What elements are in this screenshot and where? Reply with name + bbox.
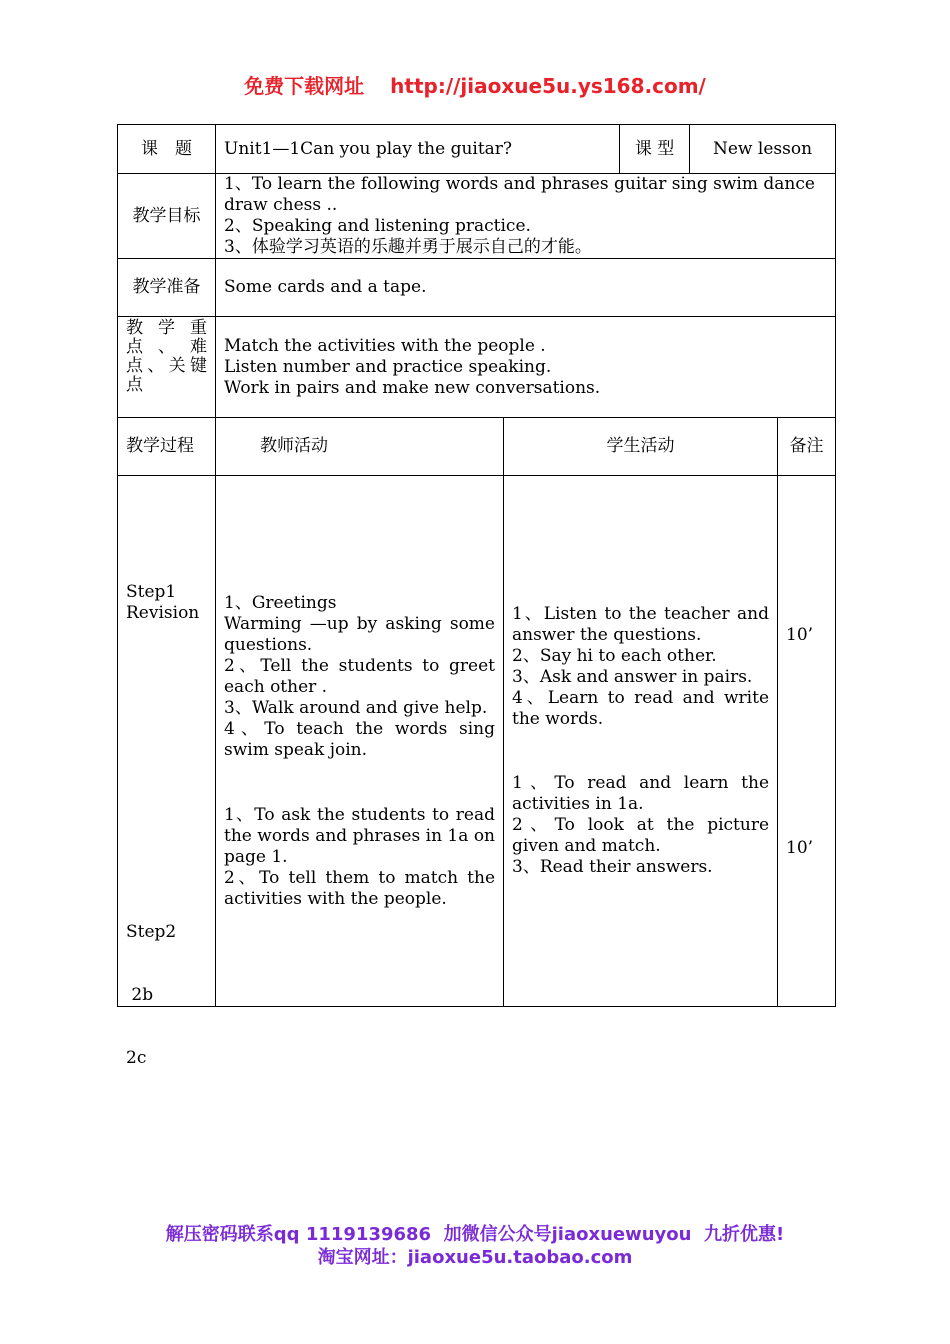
teacher-activity-item: 3、Walk around and give help. xyxy=(224,698,488,718)
key-point-item: Work in pairs and make new conversations. xyxy=(224,377,601,398)
goal-item: 2、Speaking and listening practice. xyxy=(224,216,531,236)
student-activity-header: 学生活动 xyxy=(504,418,778,476)
goals-row xyxy=(118,174,836,259)
student-activity-item: 3、Ask and answer in pairs. xyxy=(512,667,753,687)
header-label: 免费下载网址 xyxy=(244,74,365,98)
topic-label: 课 题 xyxy=(118,125,216,174)
download-header xyxy=(0,70,950,99)
topic-row xyxy=(118,125,836,174)
process-label: 教学过程 xyxy=(118,418,216,476)
key-points-row xyxy=(118,317,836,418)
key-points-label: 教 学 重点、难点、关键点 xyxy=(118,317,216,418)
student-activity-item: 2、To look at the picture given and match. xyxy=(512,815,770,856)
student-activity-item: 1、Listen to the teacher and answer the questions. xyxy=(512,604,770,645)
teacher-activity-item: 4、To teach the words sing swim speak join. xyxy=(224,719,495,760)
footer-discount-text: 九折优惠! xyxy=(704,1224,785,1245)
student-activity-item: 2、Say hi to each other. xyxy=(512,646,717,666)
step1-note: 10’ xyxy=(786,625,814,645)
prep-row xyxy=(118,259,836,317)
key-point-item: Match the activities with the people . xyxy=(224,335,546,356)
teacher-activity-item: 1、Greetings xyxy=(224,593,337,613)
notes-cell xyxy=(778,476,836,1007)
topic-value: Unit1—1Can you play the guitar? xyxy=(216,125,620,174)
lesson-plan-table xyxy=(117,124,836,1068)
goal-item: 3、体验学习英语的乐趣并勇于展示自己的才能。 xyxy=(224,237,592,257)
steps-row xyxy=(118,476,836,1007)
step2-name: Step2 2b 2c xyxy=(126,922,177,1068)
step-names-cell xyxy=(118,476,216,1068)
goals-label: 教学目标 xyxy=(118,174,216,259)
process-header-row xyxy=(118,418,836,476)
key-points-content xyxy=(216,317,836,418)
student-activity-item: 3、Read their answers. xyxy=(512,857,713,877)
step1-teacher-activities xyxy=(224,593,495,761)
step2-note: 10’ xyxy=(786,838,814,858)
teacher-activities-cell xyxy=(216,476,504,1007)
goals-content xyxy=(216,174,836,259)
footer-taobao-link[interactable]: 淘宝网址：jiaoxue5u.taobao.com xyxy=(317,1247,633,1268)
footer-password-text: 解压密码联系qq 1119139686 xyxy=(165,1224,432,1245)
type-value: New lesson xyxy=(690,125,836,174)
footer-wechat-text: 加微信公众号jiaoxuewuyou xyxy=(443,1224,692,1245)
step1-name: Step1 Revision xyxy=(126,582,200,623)
student-activity-item: 4、Learn to read and write the words. xyxy=(512,688,770,729)
teacher-activity-item: 1、To ask the students to read the words and phrases in 1a on page 1. xyxy=(224,805,495,867)
teacher-activity-item: 2、Tell the students to greet each other . xyxy=(224,656,495,697)
teacher-activity-item: 2、To tell them to match the activities with the people. xyxy=(224,868,495,909)
header-url-link[interactable]: http://jiaoxue5u.ys168.com/ xyxy=(390,74,706,98)
student-activity-item: 1、To read and learn the activities in 1a. xyxy=(512,773,770,814)
teacher-activity-item: Warming —up by asking some questions. xyxy=(224,614,495,655)
goal-item: 1、To learn the following words and phrases guitar sing swim dance draw chess .. xyxy=(224,174,815,215)
prep-value: Some cards and a tape. xyxy=(216,259,836,317)
prep-label: 教学准备 xyxy=(118,259,216,317)
key-point-item: Listen number and practice speaking. xyxy=(224,356,552,377)
type-label: 课 型 xyxy=(620,125,690,174)
step2-teacher-activities xyxy=(224,805,495,910)
step1-student-activities xyxy=(512,604,769,730)
note-header: 备注 xyxy=(778,418,836,476)
step2-student-activities xyxy=(512,773,769,878)
student-activities-cell xyxy=(504,476,778,1007)
teacher-activity-header: 教师活动 xyxy=(216,418,504,476)
